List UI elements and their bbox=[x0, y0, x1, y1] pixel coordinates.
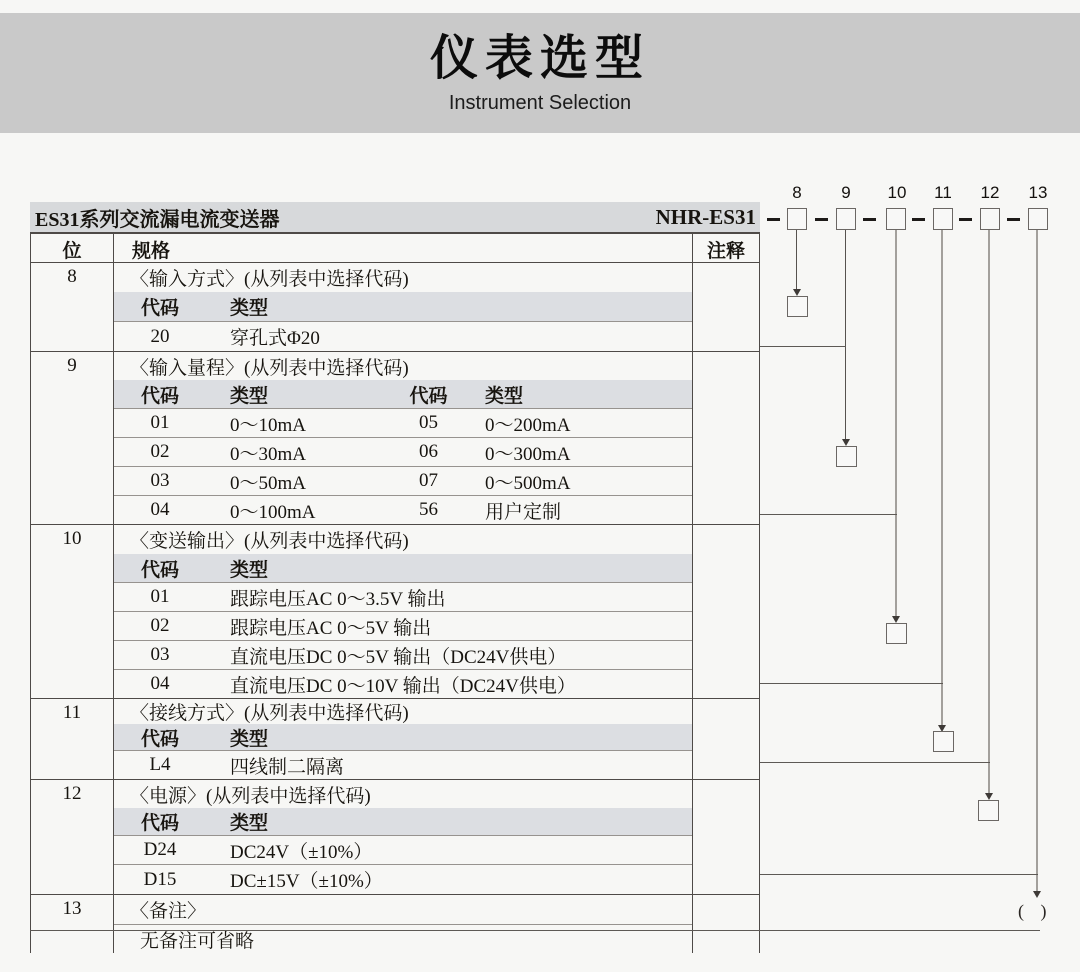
option-row bbox=[114, 408, 692, 437]
code-label: 代码 bbox=[140, 298, 179, 319]
row-border-extension bbox=[760, 762, 990, 763]
option-row bbox=[114, 466, 692, 495]
code-label: 代码 bbox=[140, 728, 179, 750]
table-body bbox=[30, 232, 760, 953]
position-digit-8: 8 bbox=[792, 183, 802, 202]
position-digit-12: 12 bbox=[980, 183, 1000, 202]
option-row bbox=[114, 835, 692, 864]
code-label: 代码 bbox=[140, 385, 179, 407]
option-type: 0～100mA bbox=[230, 501, 316, 523]
target-box-10 bbox=[886, 623, 907, 644]
code-type-header bbox=[114, 808, 692, 835]
position-digit-10: 10 bbox=[887, 183, 907, 202]
col-header-note: 注释 bbox=[692, 234, 759, 262]
position-number: 12 bbox=[31, 780, 114, 894]
leader-line-9 bbox=[845, 230, 846, 440]
code-label: 代码 bbox=[140, 813, 179, 834]
position-number: 11 bbox=[31, 699, 114, 779]
note-cell bbox=[692, 895, 759, 953]
code-dash bbox=[959, 218, 972, 221]
option-type: 0～50mA bbox=[230, 472, 307, 494]
option-row bbox=[114, 640, 692, 669]
option-code: 03 bbox=[150, 470, 170, 491]
option-type: DC24V（±10%） bbox=[230, 841, 373, 863]
option-type: 0～500mA bbox=[485, 472, 571, 494]
option-code: 06 bbox=[419, 441, 438, 462]
section-title: 〈变送输出〉(从列表中选择代码) bbox=[130, 531, 409, 552]
type-label: 类型 bbox=[485, 385, 524, 407]
position-number: 8 bbox=[31, 263, 114, 351]
section-title: 〈输入量程〉(从列表中选择代码) bbox=[130, 357, 409, 379]
row-border-extension bbox=[760, 346, 846, 347]
position-number: 13 bbox=[31, 895, 114, 953]
table-bottom-border bbox=[30, 930, 1040, 931]
target-box-12 bbox=[978, 800, 999, 821]
option-type: 跟踪电压AC 0～5V 输出 bbox=[230, 617, 432, 639]
remark-note: 无备注可省略 bbox=[114, 924, 692, 953]
arrow-down-icon bbox=[842, 439, 850, 446]
table-row bbox=[31, 894, 759, 953]
table-row bbox=[31, 698, 759, 779]
code-dash bbox=[1007, 218, 1020, 221]
type-label: 类型 bbox=[230, 813, 269, 834]
option-code: L4 bbox=[149, 754, 171, 775]
page-title: 仪表选型 bbox=[429, 32, 650, 85]
code-label: 代码 bbox=[140, 559, 179, 581]
section-title: 〈备注〉 bbox=[130, 901, 207, 922]
option-code: 05 bbox=[419, 412, 438, 433]
arrow-down-icon bbox=[985, 793, 993, 800]
position-digit-9: 9 bbox=[841, 183, 851, 202]
product-model: NHR-ES31 bbox=[655, 204, 756, 229]
option-code: 20 bbox=[150, 325, 170, 347]
target-box-11 bbox=[933, 731, 954, 752]
option-type: 直流电压DC 0～5V 输出（DC24V供电） bbox=[230, 646, 567, 668]
option-type: 跟踪电压AC 0～3.5V 输出 bbox=[230, 588, 446, 610]
position-digit-11: 11 bbox=[934, 183, 952, 202]
option-row bbox=[114, 437, 692, 466]
code-box-8 bbox=[787, 208, 807, 230]
arrow-down-icon bbox=[793, 289, 801, 296]
arrow-down-icon bbox=[1033, 891, 1041, 898]
type-label: 类型 bbox=[230, 385, 269, 407]
option-code: 02 bbox=[150, 441, 170, 462]
option-type: 0～10mA bbox=[230, 414, 307, 436]
code-dash bbox=[767, 218, 780, 221]
option-row bbox=[114, 582, 692, 611]
table-row bbox=[31, 262, 759, 351]
code-box-10 bbox=[886, 208, 906, 230]
code-box-12 bbox=[980, 208, 1000, 230]
col-header-spec: 规格 bbox=[132, 241, 171, 262]
code-type-header bbox=[114, 724, 692, 750]
note-cell bbox=[692, 263, 759, 351]
page-banner bbox=[0, 13, 1080, 133]
option-code: 01 bbox=[150, 586, 170, 607]
note-cell bbox=[692, 525, 759, 698]
code-type-header bbox=[114, 292, 692, 321]
table-row bbox=[31, 779, 759, 894]
option-row bbox=[114, 495, 692, 524]
leader-line-8 bbox=[796, 230, 797, 290]
code-dash bbox=[912, 218, 925, 221]
option-type: 0～30mA bbox=[230, 443, 307, 465]
position-number: 10 bbox=[31, 525, 114, 698]
position-number: 9 bbox=[31, 352, 114, 524]
product-title-band bbox=[30, 202, 760, 232]
option-code: 02 bbox=[150, 615, 170, 636]
section-title: 〈输入方式〉(从列表中选择代码) bbox=[130, 269, 409, 290]
note-cell bbox=[692, 352, 759, 524]
option-type: 四线制二隔离 bbox=[230, 756, 345, 778]
option-row bbox=[114, 611, 692, 640]
option-type: 用户定制 bbox=[485, 501, 562, 523]
code-type-header bbox=[114, 554, 692, 582]
remark-parentheses: ( ) bbox=[1018, 901, 1053, 921]
option-row bbox=[114, 750, 692, 779]
option-code: 56 bbox=[419, 499, 438, 520]
leader-line-10 bbox=[895, 230, 897, 617]
target-box-8 bbox=[787, 296, 808, 317]
option-code: D24 bbox=[143, 839, 177, 860]
type-label: 类型 bbox=[230, 298, 269, 319]
arrow-down-icon bbox=[892, 616, 900, 623]
option-type: 穿孔式Φ20 bbox=[230, 328, 320, 349]
code-dash bbox=[815, 218, 828, 221]
leader-line-12 bbox=[988, 230, 990, 794]
note-cell bbox=[692, 780, 759, 894]
option-code: 04 bbox=[150, 673, 170, 694]
table-row bbox=[31, 351, 759, 524]
option-type: 0～200mA bbox=[485, 414, 571, 436]
code-label: 代码 bbox=[409, 385, 448, 407]
col-header-position: 位 bbox=[31, 234, 114, 262]
row-border-extension bbox=[760, 683, 943, 684]
option-type: DC±15V（±10%） bbox=[230, 871, 383, 892]
section-title: 〈电源〉(从列表中选择代码) bbox=[130, 785, 371, 807]
section-title: 〈接线方式〉(从列表中选择代码) bbox=[130, 703, 409, 724]
option-row bbox=[114, 669, 692, 698]
table-header-row bbox=[31, 234, 759, 262]
option-row bbox=[114, 321, 692, 351]
leader-line-13 bbox=[1036, 230, 1038, 892]
code-dash bbox=[863, 218, 876, 221]
selection-table bbox=[30, 202, 760, 953]
note-cell bbox=[692, 699, 759, 779]
option-row bbox=[114, 864, 692, 894]
type-label: 类型 bbox=[230, 559, 269, 581]
target-box-9 bbox=[836, 446, 857, 467]
option-code: 03 bbox=[150, 644, 170, 665]
option-type: 直流电压DC 0～10V 输出（DC24V供电） bbox=[230, 675, 576, 697]
type-label: 类型 bbox=[230, 728, 269, 750]
option-code: 07 bbox=[419, 470, 438, 491]
product-name: ES31系列交流漏电流变送器 bbox=[35, 208, 280, 231]
code-box-13 bbox=[1028, 208, 1048, 230]
table-row bbox=[31, 524, 759, 698]
code-box-9 bbox=[836, 208, 856, 230]
option-code: D15 bbox=[143, 868, 177, 890]
position-digit-13: 13 bbox=[1028, 183, 1048, 202]
row-border-extension bbox=[760, 874, 1038, 875]
option-code: 01 bbox=[150, 412, 170, 433]
code-box-11 bbox=[933, 208, 953, 230]
code-type-header bbox=[114, 380, 692, 408]
option-type: 0～300mA bbox=[485, 443, 571, 465]
option-code: 04 bbox=[150, 499, 170, 520]
row-border-extension bbox=[760, 514, 897, 515]
page-subtitle: Instrument Selection bbox=[448, 91, 632, 114]
leader-line-11 bbox=[941, 230, 943, 726]
